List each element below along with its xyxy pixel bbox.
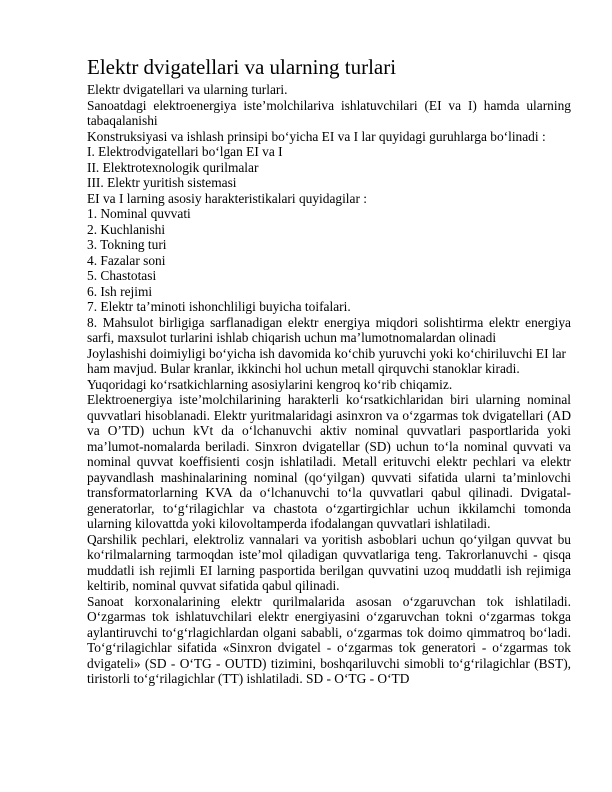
characteristic-item: 2. Kuchlanishi (87, 221, 166, 237)
subtitle-line: Elektr dvigatellari va ularning turlari. (87, 82, 288, 97)
characteristic-item: 5. Chastotasi (87, 268, 157, 283)
characteristic-item: 7. Elektr ta’minoti ishonchliligi buyicha toifalari. (87, 299, 351, 314)
group-item: III. Elektr yuritish sistemasi (87, 175, 237, 190)
characteristics-intro: EI va I larning asosiy harakteristikalari quyidagilar : (87, 190, 367, 206)
classification-heading: Sanoatdagi elektroenergiya iste’molchilariva ishlatuvchilari (EI va I) hamda ularning tabaqalanishi (87, 97, 571, 128)
groups-intro: Konstruksiyasi va ishlash prinsipi bo‘yicha EI va I lar quyidagi guruhlarga bo‘linadi : (87, 128, 546, 144)
characteristic-item: 8. Mahsulot birligiga sarflanadigan elektr energiya miqdori solishtirma elektr energiya sarfi, maxsulot turlarini ishlab chiqarish uchun ma’lumotnomalardan olinadi (87, 314, 571, 345)
group-item: II. Elektrotexnologik qurilmalar (87, 159, 259, 175)
body-paragraph: Elektroenergiya iste’molchilarining harakterli ko‘rsatkichlaridan biri ularning nominal quvvatlari hisoblanadi. Elektr yuritmalaridagi asinxron va o‘zgarmas tok dvigatellari (AD va O’TD) uchun kVt da o‘lchanuvchi aktiv nominal quvvatlari pasportlarida yoki ma’lumot-nomalarda beriladi. Sinxron dvigatellar (SD) uchun to‘la nominal quvvati va nominal quvvat koeffisienti cosjn ishlatiladi. Metall erituvchi elektr pechlari va elektr payvandlash mashinalarining nominal (qo‘yilgan) quvvati sifatida ularni ta’minlovchi transformatorlarning KVA da o‘lchanuvchi to‘la quvvatlari qabul qilinadi. Dvigatal- generatorlar, to‘g‘rilagichlar va chastota o‘zgartirgichlar uchun ikkilamchi tomonda ularning kilovattda yoki kilovoltamperda ifodalangan quvvatlari ishlatiladi. (87, 392, 571, 531)
characteristic-item: 4. Fazalar soni (87, 252, 166, 268)
document-page (87, 54, 571, 687)
body-paragraph: Sanoat korxonalarining elektr qurilmalarida asosan o‘zgaruvchan tok ishlatiladi. O‘zgarmas tok ishlatuvchilari elektr energiyasini o‘zgaruvchan tokni o‘zgarmas tokga aylantiruvchi to‘g‘rlagichlardan olgani sababli, o‘zgarmas tok doimo qimmatroq bo‘ladi. To‘g‘rilagichlar sifatida «Sinxron dvigatel - o‘zgarmas tok generatori - o‘zgarmas tok dvigateli» (SD - O‘TG - OUTD) tizimini, boshqariluvchi simobli to‘g‘rilagichlar (BST), tiristorli to‘g‘rilagichlar (TT) ishlatiladi. SD - O‘TG - O‘TD (87, 593, 571, 686)
characteristic-item: 6. Ish rejimi (87, 283, 153, 299)
body-paragraph: Qarshilik pechlari, elektroliz vannalari va yoritish asboblari uchun qo‘yilgan quvvat bu ko‘rilmalarning tarmoqdan iste’mol qiladigan quvvatlariga teng. Takrorlanuvchi - qisqa muddatli ish rejimli EI larning pasportida berilgan quvvatini uzoq muddatli ish rejimiga keltirib, nominal quvvat sifatida qabul qilinadi. (87, 531, 571, 593)
document-title: Elektr dvigatellari va ularning turlari (87, 55, 397, 79)
mobility-paragraph: Joylashishi doimiyligi bo‘yicha ish davomida ko‘chib yuruvchi yoki ko‘chiriluvchi EI lar ham mavjud. Bular kranlar, ikkinchi hol uchun metall qirquvchi stanoklar kiradi. (87, 345, 567, 376)
characteristic-item: 3. Tokning turi (87, 237, 167, 252)
review-line: Yuqoridagi ko‘rsatkichlarning asosiylarini kengroq ko‘rib chiqamiz. (87, 376, 453, 392)
characteristic-item: 1. Nominal quvvati (87, 206, 191, 221)
group-item: I. Elektrodvigatellari bo‘lgan EI va I (87, 144, 283, 159)
